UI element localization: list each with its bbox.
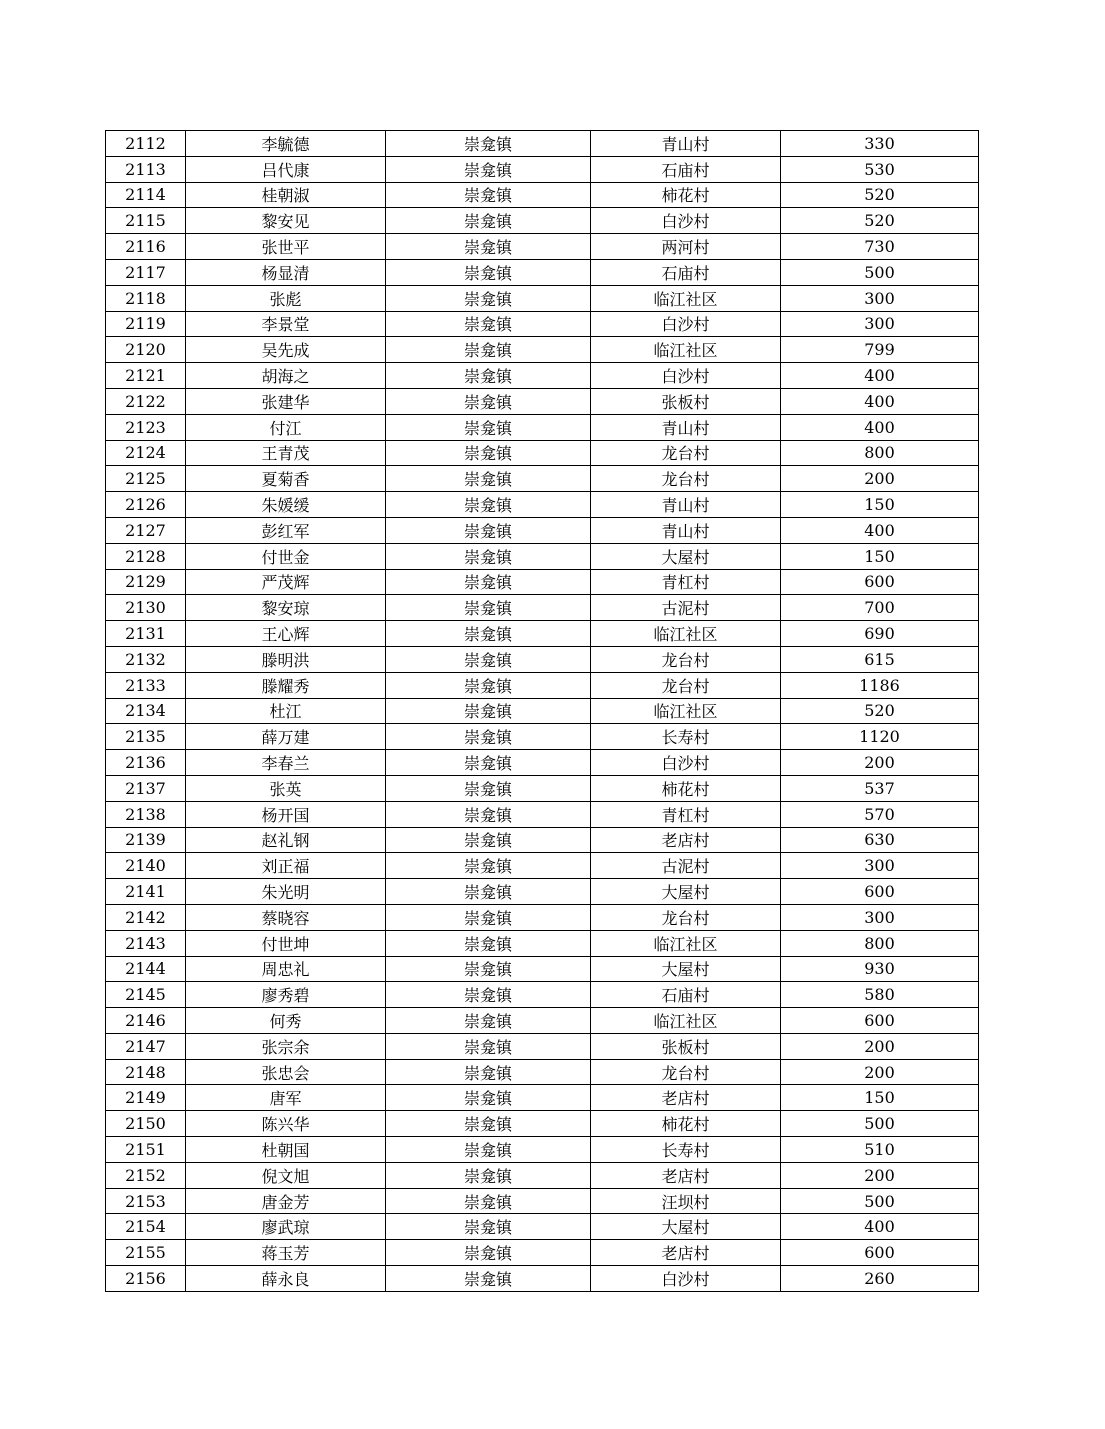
cell-amount: 150 (781, 492, 979, 518)
cell-town: 崇龛镇 (386, 1085, 591, 1111)
cell-amount: 400 (781, 1214, 979, 1240)
cell-town: 崇龛镇 (386, 672, 591, 698)
cell-name: 赵礼钢 (186, 827, 386, 853)
cell-name: 李春兰 (186, 750, 386, 776)
cell-id: 2112 (106, 131, 186, 157)
cell-town: 崇龛镇 (386, 621, 591, 647)
cell-village: 长寿村 (591, 724, 781, 750)
cell-town: 崇龛镇 (386, 698, 591, 724)
cell-town: 崇龛镇 (386, 879, 591, 905)
cell-town: 崇龛镇 (386, 1033, 591, 1059)
cell-id: 2151 (106, 1137, 186, 1163)
cell-town: 崇龛镇 (386, 1111, 591, 1137)
cell-amount: 400 (781, 517, 979, 543)
cell-amount: 500 (781, 1188, 979, 1214)
table-row (106, 337, 979, 363)
table-body (106, 131, 979, 1292)
cell-village: 临江社区 (591, 285, 781, 311)
cell-name: 滕明洪 (186, 646, 386, 672)
cell-town: 崇龛镇 (386, 466, 591, 492)
cell-name: 黎安见 (186, 208, 386, 234)
cell-name: 王青茂 (186, 440, 386, 466)
cell-amount: 600 (781, 879, 979, 905)
cell-village: 青山村 (591, 131, 781, 157)
cell-amount: 200 (781, 750, 979, 776)
cell-village: 龙台村 (591, 440, 781, 466)
cell-town: 崇龛镇 (386, 1214, 591, 1240)
table-row (106, 543, 979, 569)
cell-amount: 520 (781, 698, 979, 724)
cell-town: 崇龛镇 (386, 904, 591, 930)
cell-amount: 1120 (781, 724, 979, 750)
cell-id: 2139 (106, 827, 186, 853)
cell-town: 崇龛镇 (386, 414, 591, 440)
cell-name: 蔡晓容 (186, 904, 386, 930)
cell-village: 青山村 (591, 414, 781, 440)
cell-town: 崇龛镇 (386, 930, 591, 956)
table-row (106, 466, 979, 492)
cell-amount: 200 (781, 1162, 979, 1188)
table-row (106, 1266, 979, 1292)
cell-name: 陈兴华 (186, 1111, 386, 1137)
cell-amount: 600 (781, 569, 979, 595)
cell-name: 张世平 (186, 234, 386, 260)
cell-name: 滕耀秀 (186, 672, 386, 698)
cell-name: 廖秀碧 (186, 982, 386, 1008)
cell-village: 柿花村 (591, 1111, 781, 1137)
table-row (106, 698, 979, 724)
table-row (106, 182, 979, 208)
cell-id: 2152 (106, 1162, 186, 1188)
cell-id: 2144 (106, 956, 186, 982)
cell-town: 崇龛镇 (386, 311, 591, 337)
cell-village: 大屋村 (591, 543, 781, 569)
cell-id: 2147 (106, 1033, 186, 1059)
cell-amount: 930 (781, 956, 979, 982)
cell-name: 廖武琼 (186, 1214, 386, 1240)
cell-id: 2135 (106, 724, 186, 750)
cell-name: 薛永良 (186, 1266, 386, 1292)
cell-id: 2133 (106, 672, 186, 698)
cell-village: 石庙村 (591, 156, 781, 182)
cell-name: 杜江 (186, 698, 386, 724)
cell-amount: 1186 (781, 672, 979, 698)
cell-town: 崇龛镇 (386, 1059, 591, 1085)
table-row (106, 208, 979, 234)
cell-amount: 510 (781, 1137, 979, 1163)
table-row (106, 982, 979, 1008)
cell-name: 何秀 (186, 1008, 386, 1034)
cell-town: 崇龛镇 (386, 646, 591, 672)
cell-amount: 300 (781, 853, 979, 879)
cell-amount: 799 (781, 337, 979, 363)
cell-village: 白沙村 (591, 311, 781, 337)
cell-amount: 200 (781, 466, 979, 492)
cell-village: 古泥村 (591, 853, 781, 879)
cell-village: 老店村 (591, 1085, 781, 1111)
cell-town: 崇龛镇 (386, 1240, 591, 1266)
table-row (106, 672, 979, 698)
cell-id: 2150 (106, 1111, 186, 1137)
cell-village: 石庙村 (591, 982, 781, 1008)
table-row (106, 492, 979, 518)
cell-id: 2113 (106, 156, 186, 182)
cell-name: 张英 (186, 775, 386, 801)
cell-village: 龙台村 (591, 1059, 781, 1085)
table-row (106, 1162, 979, 1188)
cell-town: 崇龛镇 (386, 853, 591, 879)
cell-amount: 530 (781, 156, 979, 182)
cell-id: 2121 (106, 363, 186, 389)
cell-name: 吴先成 (186, 337, 386, 363)
table-row (106, 775, 979, 801)
cell-amount: 200 (781, 1059, 979, 1085)
cell-amount: 615 (781, 646, 979, 672)
cell-name: 张建华 (186, 388, 386, 414)
cell-id: 2142 (106, 904, 186, 930)
cell-amount: 520 (781, 208, 979, 234)
cell-name: 周忠礼 (186, 956, 386, 982)
cell-amount: 600 (781, 1240, 979, 1266)
cell-town: 崇龛镇 (386, 208, 591, 234)
cell-amount: 630 (781, 827, 979, 853)
cell-id: 2134 (106, 698, 186, 724)
table-row (106, 259, 979, 285)
cell-village: 张板村 (591, 1033, 781, 1059)
table-row (106, 131, 979, 157)
cell-town: 崇龛镇 (386, 775, 591, 801)
table-row (106, 1214, 979, 1240)
cell-id: 2137 (106, 775, 186, 801)
table-row (106, 1188, 979, 1214)
cell-id: 2125 (106, 466, 186, 492)
cell-village: 张板村 (591, 388, 781, 414)
cell-village: 老店村 (591, 1162, 781, 1188)
cell-village: 大屋村 (591, 879, 781, 905)
cell-town: 崇龛镇 (386, 982, 591, 1008)
cell-amount: 800 (781, 930, 979, 956)
cell-name: 张彪 (186, 285, 386, 311)
cell-id: 2156 (106, 1266, 186, 1292)
cell-village: 临江社区 (591, 930, 781, 956)
cell-id: 2120 (106, 337, 186, 363)
table-row (106, 724, 979, 750)
cell-town: 崇龛镇 (386, 492, 591, 518)
cell-village: 青杠村 (591, 569, 781, 595)
cell-id: 2119 (106, 311, 186, 337)
cell-town: 崇龛镇 (386, 337, 591, 363)
table-row (106, 879, 979, 905)
cell-amount: 800 (781, 440, 979, 466)
cell-town: 崇龛镇 (386, 131, 591, 157)
table-row (106, 1033, 979, 1059)
table-row (106, 801, 979, 827)
cell-id: 2114 (106, 182, 186, 208)
table-row (106, 440, 979, 466)
cell-name: 朱媛缓 (186, 492, 386, 518)
cell-id: 2146 (106, 1008, 186, 1034)
cell-village: 古泥村 (591, 595, 781, 621)
cell-amount: 500 (781, 1111, 979, 1137)
cell-id: 2145 (106, 982, 186, 1008)
cell-amount: 150 (781, 1085, 979, 1111)
cell-name: 朱光明 (186, 879, 386, 905)
table-row (106, 646, 979, 672)
cell-id: 2126 (106, 492, 186, 518)
cell-id: 2143 (106, 930, 186, 956)
cell-town: 崇龛镇 (386, 543, 591, 569)
table-row (106, 1059, 979, 1085)
cell-id: 2115 (106, 208, 186, 234)
cell-name: 杨开国 (186, 801, 386, 827)
cell-town: 崇龛镇 (386, 569, 591, 595)
cell-village: 龙台村 (591, 672, 781, 698)
cell-village: 长寿村 (591, 1137, 781, 1163)
cell-town: 崇龛镇 (386, 1188, 591, 1214)
cell-id: 2116 (106, 234, 186, 260)
cell-id: 2138 (106, 801, 186, 827)
table-row (106, 363, 979, 389)
cell-name: 桂朝淑 (186, 182, 386, 208)
cell-amount: 330 (781, 131, 979, 157)
cell-village: 临江社区 (591, 1008, 781, 1034)
cell-id: 2148 (106, 1059, 186, 1085)
cell-village: 青杠村 (591, 801, 781, 827)
table-row (106, 1240, 979, 1266)
cell-amount: 520 (781, 182, 979, 208)
cell-town: 崇龛镇 (386, 363, 591, 389)
cell-village: 龙台村 (591, 904, 781, 930)
table-row (106, 853, 979, 879)
table-row (106, 930, 979, 956)
cell-village: 白沙村 (591, 1266, 781, 1292)
cell-town: 崇龛镇 (386, 750, 591, 776)
cell-name: 刘正福 (186, 853, 386, 879)
table-row (106, 517, 979, 543)
cell-id: 2127 (106, 517, 186, 543)
cell-town: 崇龛镇 (386, 595, 591, 621)
cell-id: 2117 (106, 259, 186, 285)
cell-village: 老店村 (591, 827, 781, 853)
cell-name: 唐金芳 (186, 1188, 386, 1214)
cell-name: 付世金 (186, 543, 386, 569)
cell-amount: 150 (781, 543, 979, 569)
cell-village: 临江社区 (591, 698, 781, 724)
cell-name: 付江 (186, 414, 386, 440)
cell-name: 严茂辉 (186, 569, 386, 595)
cell-amount: 580 (781, 982, 979, 1008)
cell-name: 付世坤 (186, 930, 386, 956)
cell-village: 白沙村 (591, 750, 781, 776)
table-row (106, 414, 979, 440)
cell-amount: 400 (781, 388, 979, 414)
cell-amount: 500 (781, 259, 979, 285)
table-row (106, 1111, 979, 1137)
cell-town: 崇龛镇 (386, 182, 591, 208)
cell-village: 石庙村 (591, 259, 781, 285)
cell-town: 崇龛镇 (386, 827, 591, 853)
cell-village: 大屋村 (591, 956, 781, 982)
cell-town: 崇龛镇 (386, 440, 591, 466)
table-row (106, 1085, 979, 1111)
cell-village: 柿花村 (591, 775, 781, 801)
cell-amount: 300 (781, 285, 979, 311)
cell-id: 2131 (106, 621, 186, 647)
cell-amount: 690 (781, 621, 979, 647)
cell-id: 2154 (106, 1214, 186, 1240)
cell-village: 青山村 (591, 492, 781, 518)
cell-amount: 400 (781, 363, 979, 389)
cell-village: 龙台村 (591, 466, 781, 492)
cell-id: 2130 (106, 595, 186, 621)
table-row (106, 156, 979, 182)
cell-id: 2153 (106, 1188, 186, 1214)
cell-village: 汪坝村 (591, 1188, 781, 1214)
cell-name: 彭红军 (186, 517, 386, 543)
cell-amount: 570 (781, 801, 979, 827)
cell-village: 老店村 (591, 1240, 781, 1266)
cell-id: 2141 (106, 879, 186, 905)
table-row (106, 904, 979, 930)
cell-name: 王心辉 (186, 621, 386, 647)
cell-name: 杜朝国 (186, 1137, 386, 1163)
cell-town: 崇龛镇 (386, 285, 591, 311)
cell-id: 2124 (106, 440, 186, 466)
data-table (105, 130, 979, 1292)
cell-id: 2118 (106, 285, 186, 311)
cell-id: 2149 (106, 1085, 186, 1111)
cell-id: 2123 (106, 414, 186, 440)
cell-amount: 300 (781, 311, 979, 337)
cell-amount: 200 (781, 1033, 979, 1059)
cell-name: 李毓德 (186, 131, 386, 157)
cell-name: 薛万建 (186, 724, 386, 750)
cell-name: 张忠会 (186, 1059, 386, 1085)
cell-town: 崇龛镇 (386, 801, 591, 827)
cell-town: 崇龛镇 (386, 956, 591, 982)
cell-id: 2136 (106, 750, 186, 776)
cell-town: 崇龛镇 (386, 259, 591, 285)
cell-village: 白沙村 (591, 363, 781, 389)
cell-amount: 300 (781, 904, 979, 930)
cell-name: 吕代康 (186, 156, 386, 182)
cell-id: 2129 (106, 569, 186, 595)
cell-town: 崇龛镇 (386, 517, 591, 543)
table-row (106, 1008, 979, 1034)
cell-name: 夏菊香 (186, 466, 386, 492)
table-row (106, 595, 979, 621)
table-row (106, 285, 979, 311)
cell-amount: 400 (781, 414, 979, 440)
cell-id: 2155 (106, 1240, 186, 1266)
cell-name: 张宗余 (186, 1033, 386, 1059)
cell-name: 胡海之 (186, 363, 386, 389)
cell-village: 两河村 (591, 234, 781, 260)
cell-village: 青山村 (591, 517, 781, 543)
cell-id: 2128 (106, 543, 186, 569)
cell-town: 崇龛镇 (386, 724, 591, 750)
cell-amount: 537 (781, 775, 979, 801)
cell-town: 崇龛镇 (386, 1008, 591, 1034)
cell-amount: 730 (781, 234, 979, 260)
cell-village: 大屋村 (591, 1214, 781, 1240)
cell-village: 临江社区 (591, 621, 781, 647)
cell-name: 杨显清 (186, 259, 386, 285)
cell-town: 崇龛镇 (386, 388, 591, 414)
cell-name: 倪文旭 (186, 1162, 386, 1188)
cell-amount: 260 (781, 1266, 979, 1292)
cell-id: 2122 (106, 388, 186, 414)
cell-name: 蒋玉芳 (186, 1240, 386, 1266)
table-row (106, 956, 979, 982)
table-row (106, 621, 979, 647)
cell-village: 白沙村 (591, 208, 781, 234)
cell-town: 崇龛镇 (386, 156, 591, 182)
cell-id: 2132 (106, 646, 186, 672)
cell-amount: 700 (781, 595, 979, 621)
cell-town: 崇龛镇 (386, 1266, 591, 1292)
table-row (106, 569, 979, 595)
cell-town: 崇龛镇 (386, 234, 591, 260)
cell-town: 崇龛镇 (386, 1162, 591, 1188)
cell-village: 柿花村 (591, 182, 781, 208)
table-row (106, 311, 979, 337)
cell-village: 龙台村 (591, 646, 781, 672)
cell-town: 崇龛镇 (386, 1137, 591, 1163)
table-row (106, 827, 979, 853)
cell-name: 黎安琼 (186, 595, 386, 621)
cell-village: 临江社区 (591, 337, 781, 363)
table-row (106, 1137, 979, 1163)
cell-name: 李景堂 (186, 311, 386, 337)
cell-id: 2140 (106, 853, 186, 879)
table-row (106, 234, 979, 260)
table-row (106, 388, 979, 414)
cell-amount: 600 (781, 1008, 979, 1034)
cell-name: 唐军 (186, 1085, 386, 1111)
table-row (106, 750, 979, 776)
